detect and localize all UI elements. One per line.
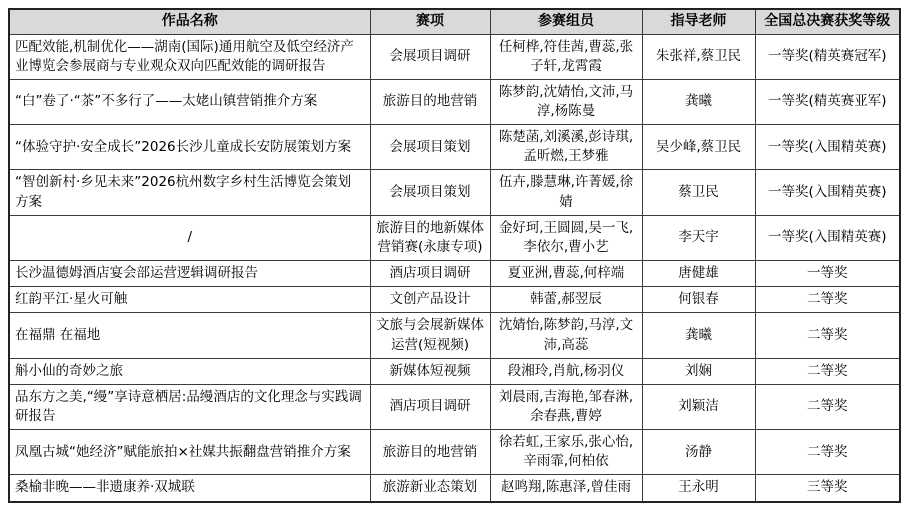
cell-work-title: 红韵平江·星火可触 xyxy=(9,287,370,313)
header-row xyxy=(9,9,900,34)
cell-work-title: “白”卷了·“茶”不多行了——太姥山镇营销推介方案 xyxy=(9,79,370,124)
header-award-level: 全国总决赛获奖等级 xyxy=(755,9,900,34)
cell-award: 一等奖(入围精英赛) xyxy=(755,215,900,260)
cell-advisors: 李天宇 xyxy=(642,215,755,260)
cell-advisors: 何银春 xyxy=(642,287,755,313)
cell-advisors: 龚曦 xyxy=(642,79,755,124)
table-row xyxy=(9,215,900,260)
cell-members: 徐若虹,王家乐,张心怡,辛雨霏,何柏依 xyxy=(490,430,642,475)
cell-members: 韩蕾,郝翌辰 xyxy=(490,287,642,313)
cell-work-title: 长沙温德姆酒店宴会部运营逻辑调研报告 xyxy=(9,261,370,287)
cell-award: 一等奖(入围精英赛) xyxy=(755,170,900,215)
cell-work-title: 凤凰古城“她经济”赋能旅拍×社媒共振翻盘营销推介方案 xyxy=(9,430,370,475)
header-advisors: 指导老师 xyxy=(642,9,755,34)
cell-advisors: 龚曦 xyxy=(642,313,755,358)
cell-advisors: 唐健雄 xyxy=(642,261,755,287)
cell-work-title: “智创新村·乡见未来”2026杭州数字乡村生活博览会策划方案 xyxy=(9,170,370,215)
cell-advisors: 汤静 xyxy=(642,430,755,475)
table-row xyxy=(9,79,900,124)
cell-members: 陈梦韵,沈婧怡,文沛,马淳,杨陈曼 xyxy=(490,79,642,124)
cell-award: 一等奖(入围精英赛) xyxy=(755,125,900,170)
cell-event: 会展项目策划 xyxy=(370,170,490,215)
cell-advisors: 刘娴 xyxy=(642,358,755,384)
cell-work-title: 品东方之美,“缦”享诗意栖居:品缦酒店的文化理念与实践调研报告 xyxy=(9,384,370,429)
cell-award: 二等奖 xyxy=(755,287,900,313)
cell-work-title: 斛小仙的奇妙之旅 xyxy=(9,358,370,384)
cell-advisors: 吴少峰,蔡卫民 xyxy=(642,125,755,170)
header-work-title: 作品名称 xyxy=(9,9,370,34)
cell-work-title: “体验守护·安全成长”2026长沙儿童成长安防展策划方案 xyxy=(9,125,370,170)
cell-award: 二等奖 xyxy=(755,313,900,358)
cell-award: 二等奖 xyxy=(755,358,900,384)
cell-advisors: 刘颖洁 xyxy=(642,384,755,429)
cell-event: 旅游目的地营销 xyxy=(370,79,490,124)
cell-event: 会展项目策划 xyxy=(370,125,490,170)
cell-event: 文旅与会展新媒体运营(短视频) xyxy=(370,313,490,358)
cell-advisors: 王永明 xyxy=(642,475,755,502)
cell-event: 新媒体短视频 xyxy=(370,358,490,384)
cell-advisors: 朱张祥,蔡卫民 xyxy=(642,34,755,79)
cell-award: 一等奖(精英赛亚军) xyxy=(755,79,900,124)
cell-award: 一等奖(精英赛冠军) xyxy=(755,34,900,79)
table-row xyxy=(9,358,900,384)
cell-work-title: / xyxy=(9,215,370,260)
table-row xyxy=(9,170,900,215)
cell-members: 伍卉,滕慧琳,许菁媛,徐婧 xyxy=(490,170,642,215)
table-row xyxy=(9,430,900,475)
table-header xyxy=(9,9,900,34)
cell-members: 刘晨雨,吉海艳,邹春淋,余春燕,曹婷 xyxy=(490,384,642,429)
cell-event: 旅游目的地营销 xyxy=(370,430,490,475)
cell-members: 陈楚菡,刘溪溪,彭诗琪,孟昕燃,王梦雅 xyxy=(490,125,642,170)
cell-members: 段湘玲,肖航,杨羽仪 xyxy=(490,358,642,384)
cell-members: 夏亚洲,曹蕊,何梓端 xyxy=(490,261,642,287)
cell-work-title: 在福鼎 在福地 xyxy=(9,313,370,358)
cell-award: 一等奖 xyxy=(755,261,900,287)
table-row xyxy=(9,125,900,170)
cell-award: 二等奖 xyxy=(755,384,900,429)
header-event: 赛项 xyxy=(370,9,490,34)
cell-work-title: 匹配效能,机制优化——湖南(国际)通用航空及低空经济产业博览会参展商与专业观众双向匹配效能的调研报告 xyxy=(9,34,370,79)
cell-members: 金好珂,王圆圆,吴一飞,李依尔,曹小艺 xyxy=(490,215,642,260)
cell-event: 旅游新业态策划 xyxy=(370,475,490,502)
cell-award: 三等奖 xyxy=(755,475,900,502)
header-members: 参赛组员 xyxy=(490,9,642,34)
cell-event: 文创产品设计 xyxy=(370,287,490,313)
table-row xyxy=(9,34,900,79)
cell-members: 任柯桦,符佳茜,曹蕊,张子轩,龙霄霞 xyxy=(490,34,642,79)
table-row xyxy=(9,475,900,502)
cell-award: 二等奖 xyxy=(755,430,900,475)
cell-event: 旅游目的地新媒体营销赛(永康专项) xyxy=(370,215,490,260)
cell-event: 会展项目调研 xyxy=(370,34,490,79)
table-row xyxy=(9,313,900,358)
cell-event: 酒店项目调研 xyxy=(370,384,490,429)
table-body xyxy=(9,34,900,502)
table-row xyxy=(9,384,900,429)
cell-event: 酒店项目调研 xyxy=(370,261,490,287)
cell-members: 赵鸣翔,陈惠泽,曾佳雨 xyxy=(490,475,642,502)
cell-members: 沈婧怡,陈梦韵,马淳,文沛,高蕊 xyxy=(490,313,642,358)
table-row xyxy=(9,287,900,313)
cell-advisors: 蔡卫民 xyxy=(642,170,755,215)
table-row xyxy=(9,261,900,287)
awards-table xyxy=(8,8,901,503)
cell-work-title: 桑榆非晚——非遗康养·双城联 xyxy=(9,475,370,502)
